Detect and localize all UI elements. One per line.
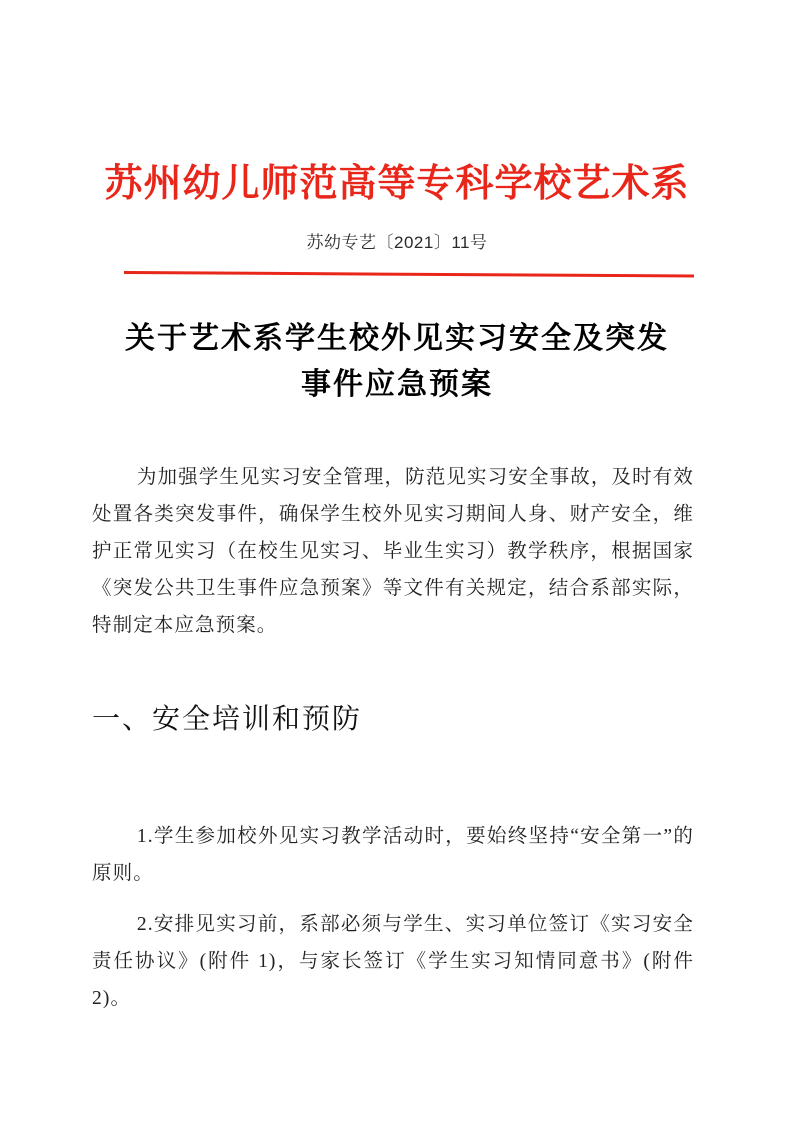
letterhead-title: 苏州幼儿师范高等专科学校艺术系 xyxy=(104,163,690,205)
document-title-line-2: 事件应急预案 xyxy=(301,368,493,401)
list-item-1: 1.学生参加校外见实习教学活动时，要始终坚持“安全第一”的原则。 xyxy=(92,826,694,884)
document-title xyxy=(0,316,794,408)
document-number: 苏幼专艺〔2021〕11号 xyxy=(306,233,488,252)
intro-paragraph: 为加强学生见实习安全管理，防范见实习安全事故，及时有效处置各类突发事件，确保学生校外见实习期间人身、财产安全，维护正常见实习（在校生见实习、毕业生实习）教学秩序，根据国家《突发公共卫生事件应急预案》等文件有关规定，结合系部实际，特制定本应急预案。 xyxy=(92,467,694,636)
red-divider-line xyxy=(124,271,694,277)
document-body xyxy=(0,459,794,1017)
section-heading: 一、安全培训和预防 xyxy=(92,704,363,735)
list-item-2: 2.安排见实习前，系部必须与学生、实习单位签订《实习安全责任协议》(附件 1)，与家长签订《学生实习知情同意书》(附件 2)。 xyxy=(92,914,694,1009)
document-title-line-1: 关于艺术系学生校外见实习安全及突发 xyxy=(125,322,669,355)
